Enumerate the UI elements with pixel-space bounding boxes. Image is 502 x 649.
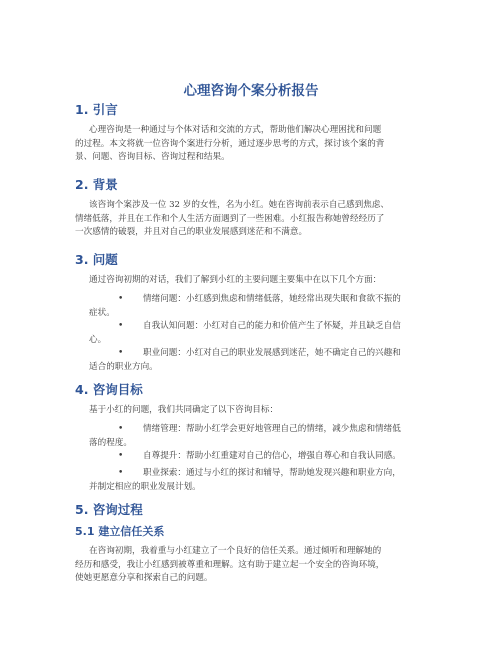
problems-paragraph <box>75 274 430 288</box>
list-item: • 情绪问题：小红感到焦虑和情绪低落，她经常出现失眠和食欲不振的 症状。 <box>89 294 401 318</box>
bullet-icon: • <box>118 468 124 478</box>
bullet-icon: • <box>118 294 124 304</box>
section-heading-background: 2. 背景 <box>75 177 118 192</box>
section-heading-problems: 3. 问题 <box>75 252 118 267</box>
paragraph-line: 景、问题、咨询目标、咨询过程和结果。 <box>75 152 230 162</box>
list-item: • 自尊提升：帮助小红重建对自己的信心，增强自尊心和自我认同感。 <box>75 450 430 464</box>
goals-paragraph <box>75 404 430 418</box>
section-heading-process: 5. 咨询过程 <box>75 502 143 517</box>
paragraph-line: 心理咨询是一种通过与个体对话和交流的方式，帮助他们解决心理困扰和问题 <box>89 125 382 135</box>
document-title: 心理咨询个案分析报告 <box>183 83 319 99</box>
paragraph-line: 使她更愿意分享和探索自己的问题。 <box>75 573 213 583</box>
paragraph-line: 情绪低落，并且在工作和个人生活方面遇到了一些困难。小红报告称她曾经经历了 <box>75 213 385 224</box>
paragraph-line: 基于小红的问题，我们共同确定了以下咨询目标： <box>89 405 279 415</box>
bullet-icon: • <box>118 321 124 331</box>
bullet-icon: • <box>118 424 124 434</box>
paragraph-line: 该咨询个案涉及一位 32 岁的女性，名为小红。她在咨询前表示自己感到焦虑、 <box>89 200 389 210</box>
section-heading-introduction: 1. 引言 <box>75 102 118 117</box>
bullet-icon: • <box>118 451 124 461</box>
paragraph-line: 在咨询初期，我着重与小红建立了一个良好的信任关系。通过倾听和理解她的 <box>89 546 382 556</box>
section-heading-goals: 4. 咨询目标 <box>75 382 143 397</box>
introduction-paragraph <box>75 124 430 165</box>
list-item: • 自我认知问题：小红对自己的能力和价值产生了怀疑，并且缺乏自信 心。 <box>89 321 401 345</box>
background-paragraph <box>75 199 430 240</box>
list-item: • 情绪管理：帮助小红学会更好地管理自己的情绪，减少焦虑和情绪低 落的程度。 <box>89 424 401 448</box>
paragraph-line: 一次感情的破裂，并且对自己的职业发展感到迷茫和不满意。 <box>75 227 308 237</box>
paragraph-line: 经历和感受，我让小红感到被尊重和理解。这有助于建立起一个安全的咨询环境， <box>75 559 385 570</box>
paragraph-line: 的过程。本文将就一位咨询个案进行分析，通过逐步思考的方式，探讨该个案的背 <box>75 138 385 149</box>
bullet-icon: • <box>118 348 124 358</box>
list-item: • 职业探索：通过与小红的探讨和辅导，帮助她发现兴趣和职业方向， 并制定相应的职业发展计划。 <box>89 468 401 492</box>
process-paragraph <box>75 545 430 586</box>
list-item: • 职业问题：小红对自己的职业发展感到迷茫，她不确定自己的兴趣和 适合的职业方向。 <box>89 348 401 372</box>
paragraph-line: 通过咨询初期的对话，我们了解到小红的主要问题主要集中在以下几个方面： <box>89 275 382 285</box>
subsection-heading-trust: 5.1 建立信任关系 <box>75 525 165 538</box>
